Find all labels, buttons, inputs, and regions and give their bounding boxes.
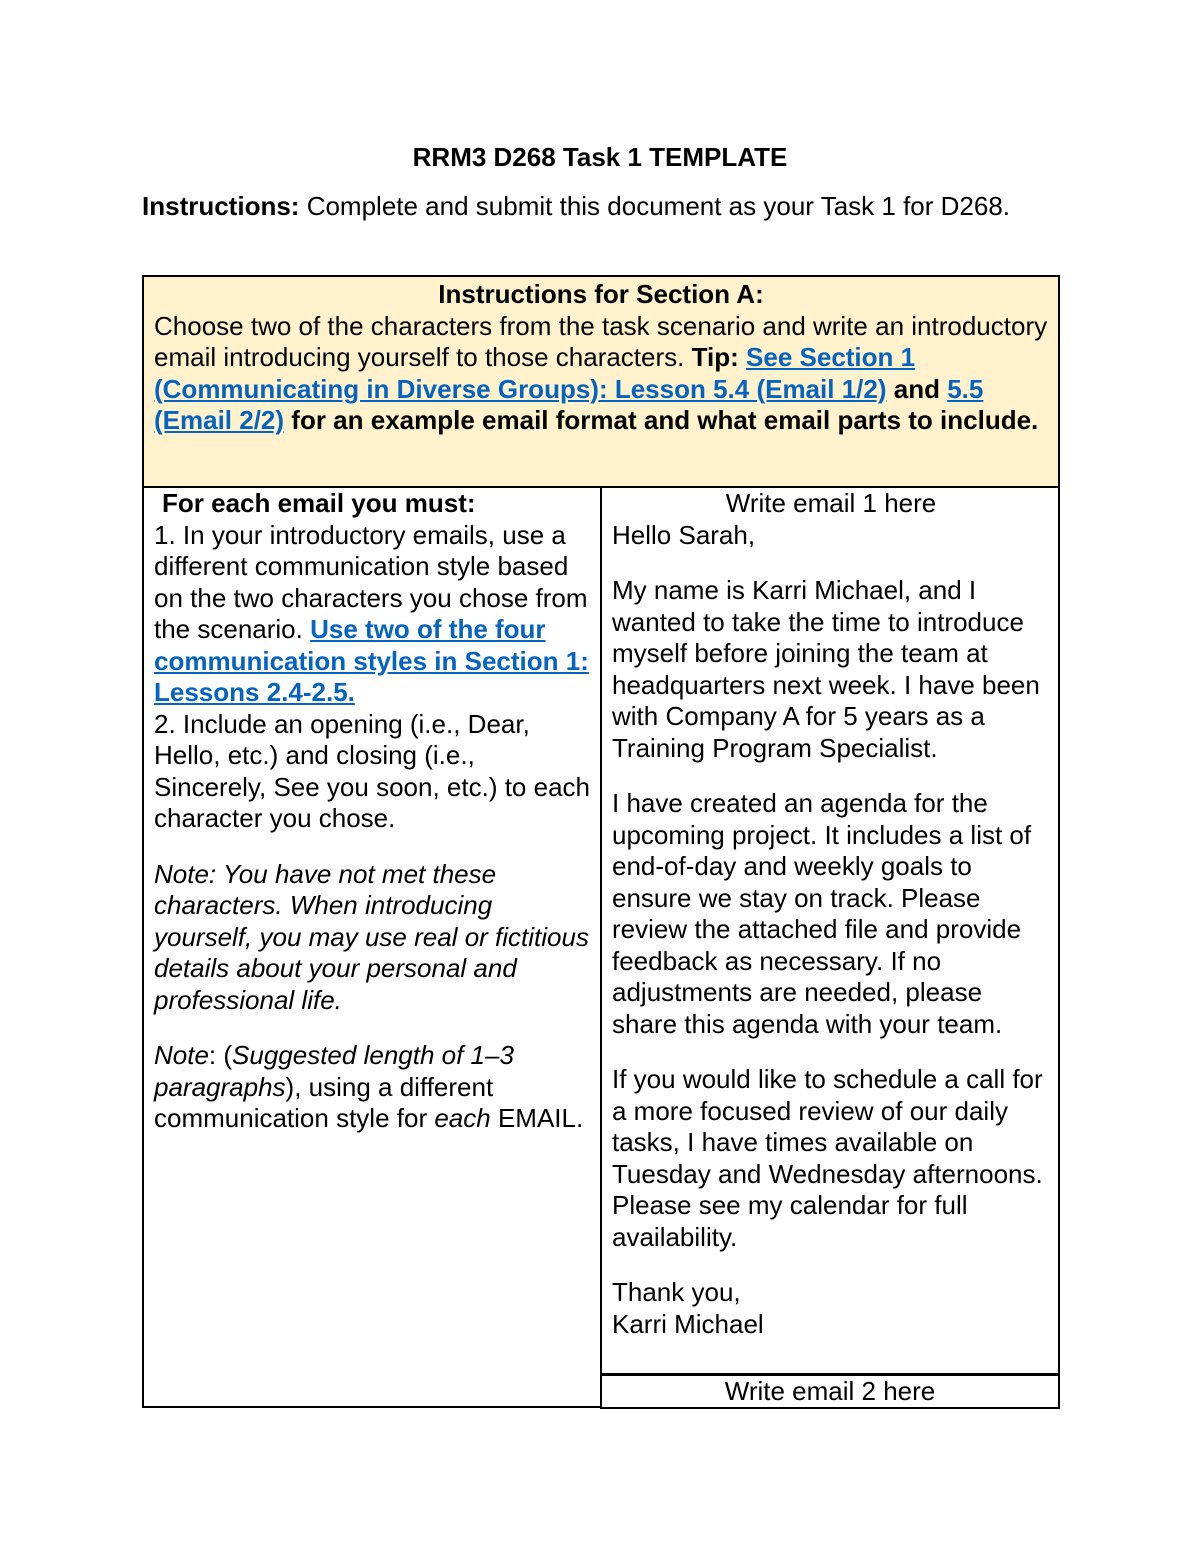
note-2-open: : ( — [208, 1040, 233, 1070]
instructions-label: Instructions: — [142, 191, 300, 221]
lesson-5-5-link[interactable]: 5.5 (Email 2/2) — [154, 373, 984, 435]
note-1-text: Note: You have not met these characters. When introducing yourself, you may use real or fictitious details about your personal and professional life. — [154, 858, 589, 1015]
note-2-mid: ), using a different communication style for — [154, 1071, 494, 1133]
requirement-1-text: 1. In your introductory emails, use a different communication style based on the two characters you chose from the scenario. — [154, 519, 588, 644]
note-2-length: Suggested length of 1–3 paragraphs — [154, 1040, 514, 1102]
note-2-end: EMAIL. — [490, 1103, 584, 1133]
requirement-1 — [154, 520, 591, 709]
instructions-paragraph — [142, 190, 1022, 223]
email-1-greeting: Hello Sarah, — [612, 519, 756, 550]
section-a-tail: for an example email format and what email parts to include. — [291, 405, 1039, 435]
section-a-text: Choose two of the characters from the task scenario and write an introductory email introducing yourself to those characters. — [154, 310, 1048, 372]
email-2-heading: Write email 2 here — [724, 1376, 936, 1406]
email-1-heading: Write email 1 here — [725, 488, 937, 518]
email-2-cell[interactable] — [600, 1374, 1060, 1409]
template-table — [142, 275, 1060, 1408]
requirements-lead: For each email you must: — [162, 488, 476, 518]
section-a-heading: Instructions for Section A: — [438, 279, 764, 309]
communication-styles-link[interactable]: Use two of the four communication styles in Section 1: Lessons 2.4-2.5. — [154, 614, 589, 707]
email-1-signature: Karri Michael — [612, 1308, 764, 1339]
requirements-cell — [142, 488, 601, 1408]
email-1-paragraph-2: I have created an agenda for the upcoming project. It includes a list of end-of-day and weekly goals to ensure we stay on track. Please review the attached file and provide feedback as necessary. If no adjustments are needed, please share this agenda with your team. — [612, 788, 1032, 1039]
note-2-each: each — [434, 1103, 491, 1133]
requirement-2: 2. Include an opening (i.e., Dear, Hello, etc.) and closing (i.e., Sincerely, See you soon, etc.) to each character you chose. — [154, 708, 590, 833]
email-1-paragraph-1: My name is Karri Michael, and I wanted to take the time to introduce myself before joining the team at headquarters next week. I have been with Company A for 5 years as a Training Program Specialist. — [612, 575, 1040, 763]
document-title: RRM3 D268 Task 1 TEMPLATE — [412, 142, 788, 172]
note-2-label: Note — [154, 1040, 209, 1070]
email-1-paragraph-3: If you would like to schedule a call for a more focused review of our daily tasks, I have times available on Tuesday and Wednesday afternoons. Please see my calendar for full availability. — [612, 1064, 1043, 1252]
note-1 — [154, 859, 591, 1017]
email-1-closing: Thank you, — [612, 1277, 741, 1307]
email-1-cell[interactable] — [600, 488, 1060, 1375]
instructions-text: Complete and submit this document as your Task 1 for D268. — [306, 191, 1011, 221]
note-2 — [154, 1040, 591, 1135]
section-a-body — [154, 311, 1048, 437]
and-text: and — [893, 373, 940, 404]
tip-label: Tip: — [691, 342, 739, 372]
section-a-instructions — [142, 275, 1060, 488]
lesson-5-4-link[interactable]: See Section 1 (Communicating in Diverse Groups): Lesson 5.4 (Email 1/2) — [154, 342, 916, 404]
table-body — [142, 488, 1060, 1408]
